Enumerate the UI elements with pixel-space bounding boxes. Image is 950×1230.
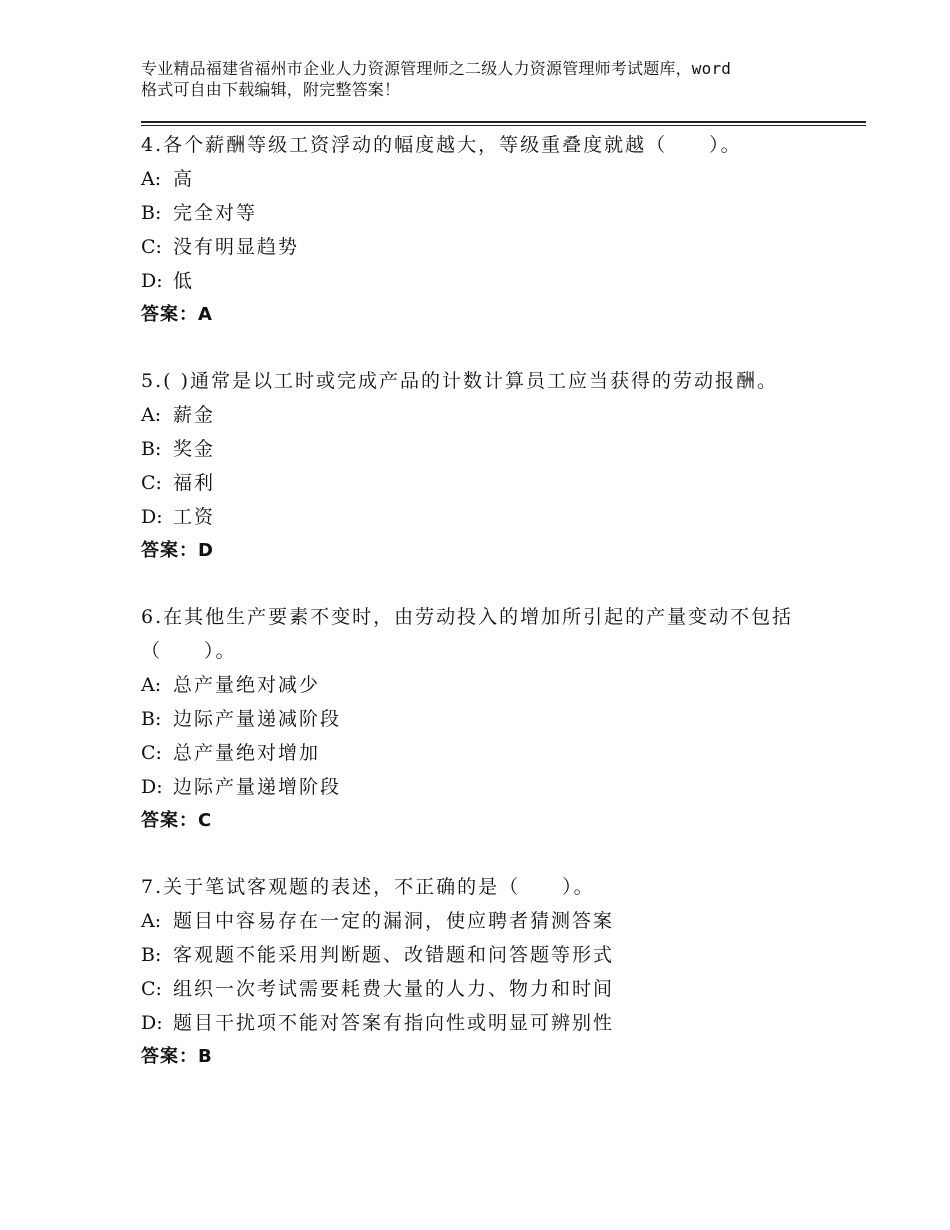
option-c xyxy=(141,736,841,770)
header-divider-thick xyxy=(141,121,866,123)
question-4 xyxy=(141,128,841,332)
option-b xyxy=(141,196,841,230)
option-text: 边际产量递增阶段 xyxy=(173,776,342,798)
question-6 xyxy=(141,600,841,838)
answer-line: 答案：D xyxy=(141,540,214,561)
option-c xyxy=(141,230,841,264)
option-d xyxy=(141,500,841,534)
option-text: 组织一次考试需要耗费大量的人力、物力和时间 xyxy=(173,978,615,1000)
option-c xyxy=(141,466,841,500)
option-letter: D: xyxy=(141,776,163,798)
option-letter: C: xyxy=(141,472,162,494)
option-text: 高 xyxy=(173,168,195,190)
answer-line: 答案：B xyxy=(141,1046,213,1067)
option-letter: A: xyxy=(141,168,162,190)
question-title: 6.在其他生产要素不变时，由劳动投入的增加所引起的产量变动不包括（ ）。 xyxy=(141,606,794,662)
option-d xyxy=(141,1006,841,1040)
answer-line: 答案：A xyxy=(141,304,213,325)
option-b xyxy=(141,938,841,972)
option-text: 客观题不能采用判断题、改错题和问答题等形式 xyxy=(173,944,615,966)
header-divider-thin xyxy=(141,125,866,126)
option-letter: A: xyxy=(141,910,162,932)
option-text: 福利 xyxy=(173,472,216,494)
option-text: 工资 xyxy=(173,506,216,528)
question-list xyxy=(141,128,841,1106)
header-line-2: 格式可自由下载编辑，附完整答案！ xyxy=(141,80,401,99)
document-header xyxy=(141,58,831,100)
option-c xyxy=(141,972,841,1006)
option-text: 没有明显趋势 xyxy=(173,236,300,258)
option-a xyxy=(141,904,841,938)
option-letter: C: xyxy=(141,236,162,258)
option-letter: B: xyxy=(141,202,162,224)
option-letter: B: xyxy=(141,438,162,460)
option-letter: A: xyxy=(141,674,162,696)
option-letter: C: xyxy=(141,978,162,1000)
option-text: 题目中容易存在一定的漏洞，使应聘者猜测答案 xyxy=(173,910,615,932)
option-text: 完全对等 xyxy=(173,202,258,224)
option-a xyxy=(141,162,841,196)
option-b xyxy=(141,432,841,466)
option-d xyxy=(141,770,841,804)
option-b xyxy=(141,702,841,736)
option-d xyxy=(141,264,841,298)
answer-line: 答案：C xyxy=(141,810,213,831)
header-line-1: 专业精品福建省福州市企业人力资源管理师之二级人力资源管理师考试题库，word xyxy=(141,59,732,78)
option-letter: B: xyxy=(141,944,162,966)
option-letter: B: xyxy=(141,708,162,730)
option-letter: D: xyxy=(141,270,163,292)
question-7 xyxy=(141,870,841,1074)
option-text: 薪金 xyxy=(173,404,216,426)
option-letter: D: xyxy=(141,506,163,528)
question-5 xyxy=(141,364,841,568)
question-title: 5.( )通常是以工时或完成产品的计数计算员工应当获得的劳动报酬。 xyxy=(141,370,778,392)
option-text: 总产量绝对减少 xyxy=(173,674,321,696)
question-title: 4.各个薪酬等级工资浮动的幅度越大，等级重叠度就越（ ）。 xyxy=(141,134,742,156)
option-letter: C: xyxy=(141,742,162,764)
option-letter: D: xyxy=(141,1012,163,1034)
option-text: 奖金 xyxy=(173,438,216,460)
option-text: 边际产量递减阶段 xyxy=(173,708,342,730)
option-a xyxy=(141,398,841,432)
option-text: 题目干扰项不能对答案有指向性或明显可辨别性 xyxy=(173,1012,615,1034)
option-text: 低 xyxy=(173,270,195,292)
option-letter: A: xyxy=(141,404,162,426)
question-title: 7.关于笔试客观题的表述，不正确的是（ ）。 xyxy=(141,876,595,898)
option-a xyxy=(141,668,841,702)
option-text: 总产量绝对增加 xyxy=(173,742,321,764)
